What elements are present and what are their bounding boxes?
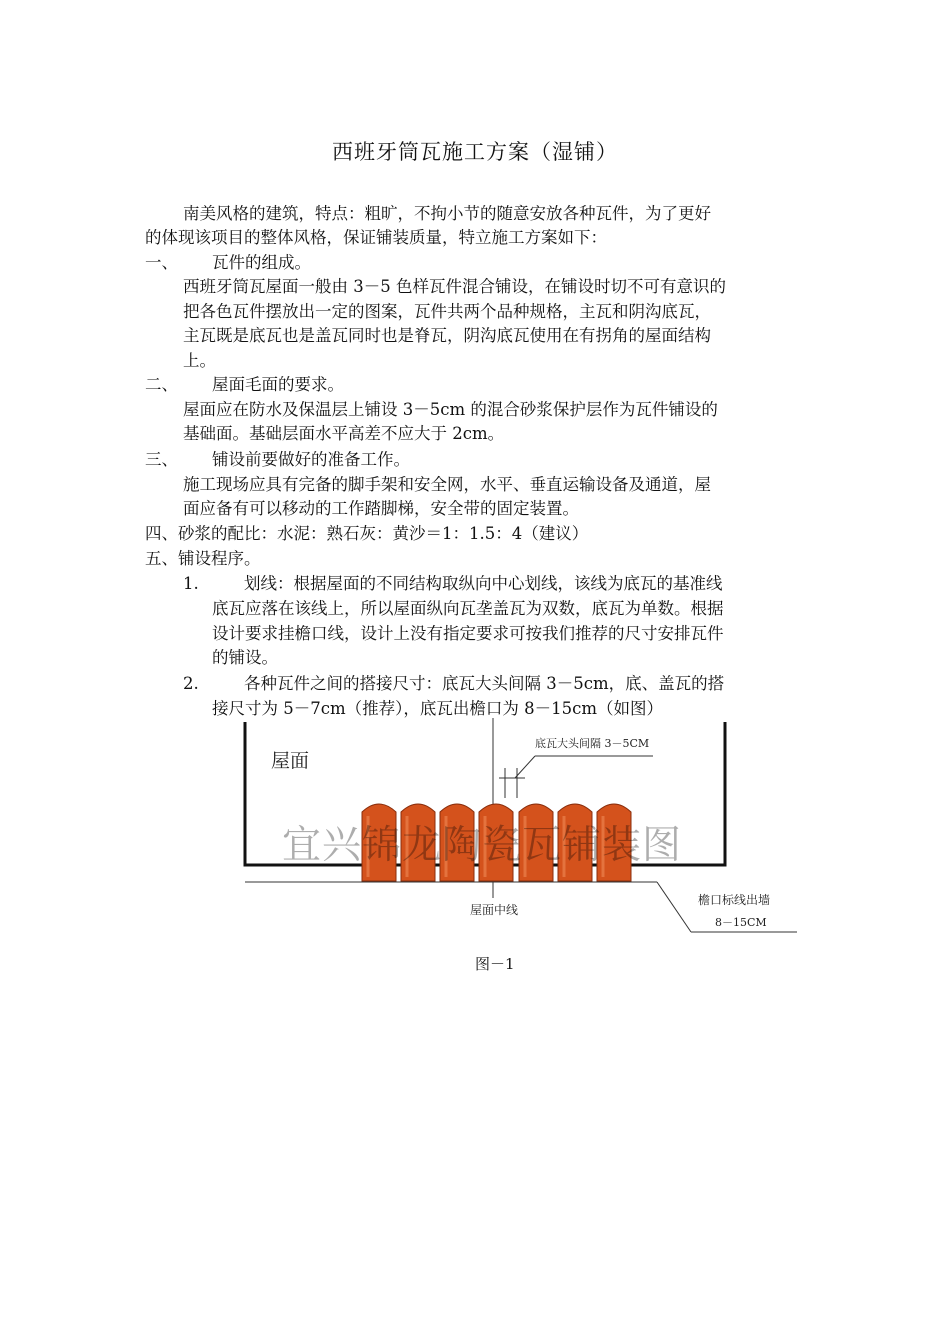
step-1-line-3: 设计要求挂檐口线，设计上没有指定要求可按我们推荐的尺寸安排瓦件 <box>212 624 724 643</box>
section-5-heading: 五、铺设程序。 <box>145 549 261 568</box>
figure-caption: 图－1 <box>475 955 515 973</box>
watermark: 宜兴锦龙陶瓷瓦铺装图 <box>282 823 683 868</box>
section-2-number: 二、 <box>145 375 178 394</box>
section-1-number: 一、 <box>145 253 178 272</box>
roof-label: 屋面 <box>271 750 310 772</box>
center-label: 屋面中线 <box>470 903 519 917</box>
eave-label: 檐口标线出墙 <box>698 893 771 907</box>
section-1-heading: 瓦件的组成。 <box>212 253 311 272</box>
intro-line-1: 南美风格的建筑，特点：粗旷，不拘小节的随意安放各种瓦件，为了更好 <box>183 204 711 223</box>
section-1-line-3: 主瓦既是底瓦也是盖瓦同时也是脊瓦，阴沟底瓦使用在有拐角的屋面结构 <box>183 326 711 345</box>
section-3-line-1: 施工现场应具有完备的脚手架和安全网，水平、垂直运输设备及通道，屋 <box>183 475 711 494</box>
step-2-line-1: 各种瓦件之间的搭接尺寸：底瓦大头间隔 3－5cm，底、盖瓦的搭 <box>244 674 725 693</box>
section-3-heading: 铺设前要做好的准备工作。 <box>212 450 410 469</box>
document-title: 西班牙筒瓦施工方案（湿铺） <box>332 140 618 164</box>
section-4-mortar-ratio: 四、砂浆的配比：水泥：熟石灰：黄沙＝1：1.5：4（建议） <box>145 524 589 543</box>
eave-size: 8－15CM <box>715 916 767 929</box>
step-2-line-2: 接尺寸为 5－7cm（推荐），底瓦出檐口为 8－15cm（如图） <box>212 699 664 718</box>
section-2-heading: 屋面毛面的要求。 <box>212 375 344 394</box>
gap-leader-line <box>515 756 535 778</box>
step-1-number: 1. <box>183 574 199 593</box>
section-3-line-2: 面应备有可以移动的工作踏脚梯，安全带的固定装置。 <box>183 499 579 518</box>
section-1-line-2: 把各色瓦件摆放出一定的图案，瓦件共两个品种规格，主瓦和阴沟底瓦， <box>183 302 711 321</box>
section-1-line-4: 上。 <box>183 351 216 370</box>
section-1-line-1: 西班牙筒瓦屋面一般由 3－5 色样瓦件混合铺设，在铺设时切不可有意识的 <box>183 277 726 296</box>
section-3-number: 三、 <box>145 450 178 469</box>
step-1-line-1: 划线：根据屋面的不同结构取纵向中心划线，该线为底瓦的基准线 <box>244 574 723 593</box>
step-1-line-4: 的铺设。 <box>212 648 278 667</box>
section-2-line-1: 屋面应在防水及保温层上铺设 3－5cm 的混合砂浆保护层作为瓦件铺设的 <box>183 400 718 419</box>
intro-line-2: 的体现该项目的整体风格，保证铺装质量，特立施工方案如下： <box>145 228 607 247</box>
gap-label: 底瓦大头间隔 3－5CM <box>535 737 650 750</box>
tile-installation-diagram <box>235 718 805 943</box>
section-2-line-2: 基础面。基础层面水平高差不应大于 2cm。 <box>183 424 505 443</box>
step-2-number: 2. <box>183 674 199 693</box>
step-1-line-2: 底瓦应落在该线上，所以屋面纵向瓦垄盖瓦为双数，底瓦为单数。根据 <box>212 599 724 618</box>
